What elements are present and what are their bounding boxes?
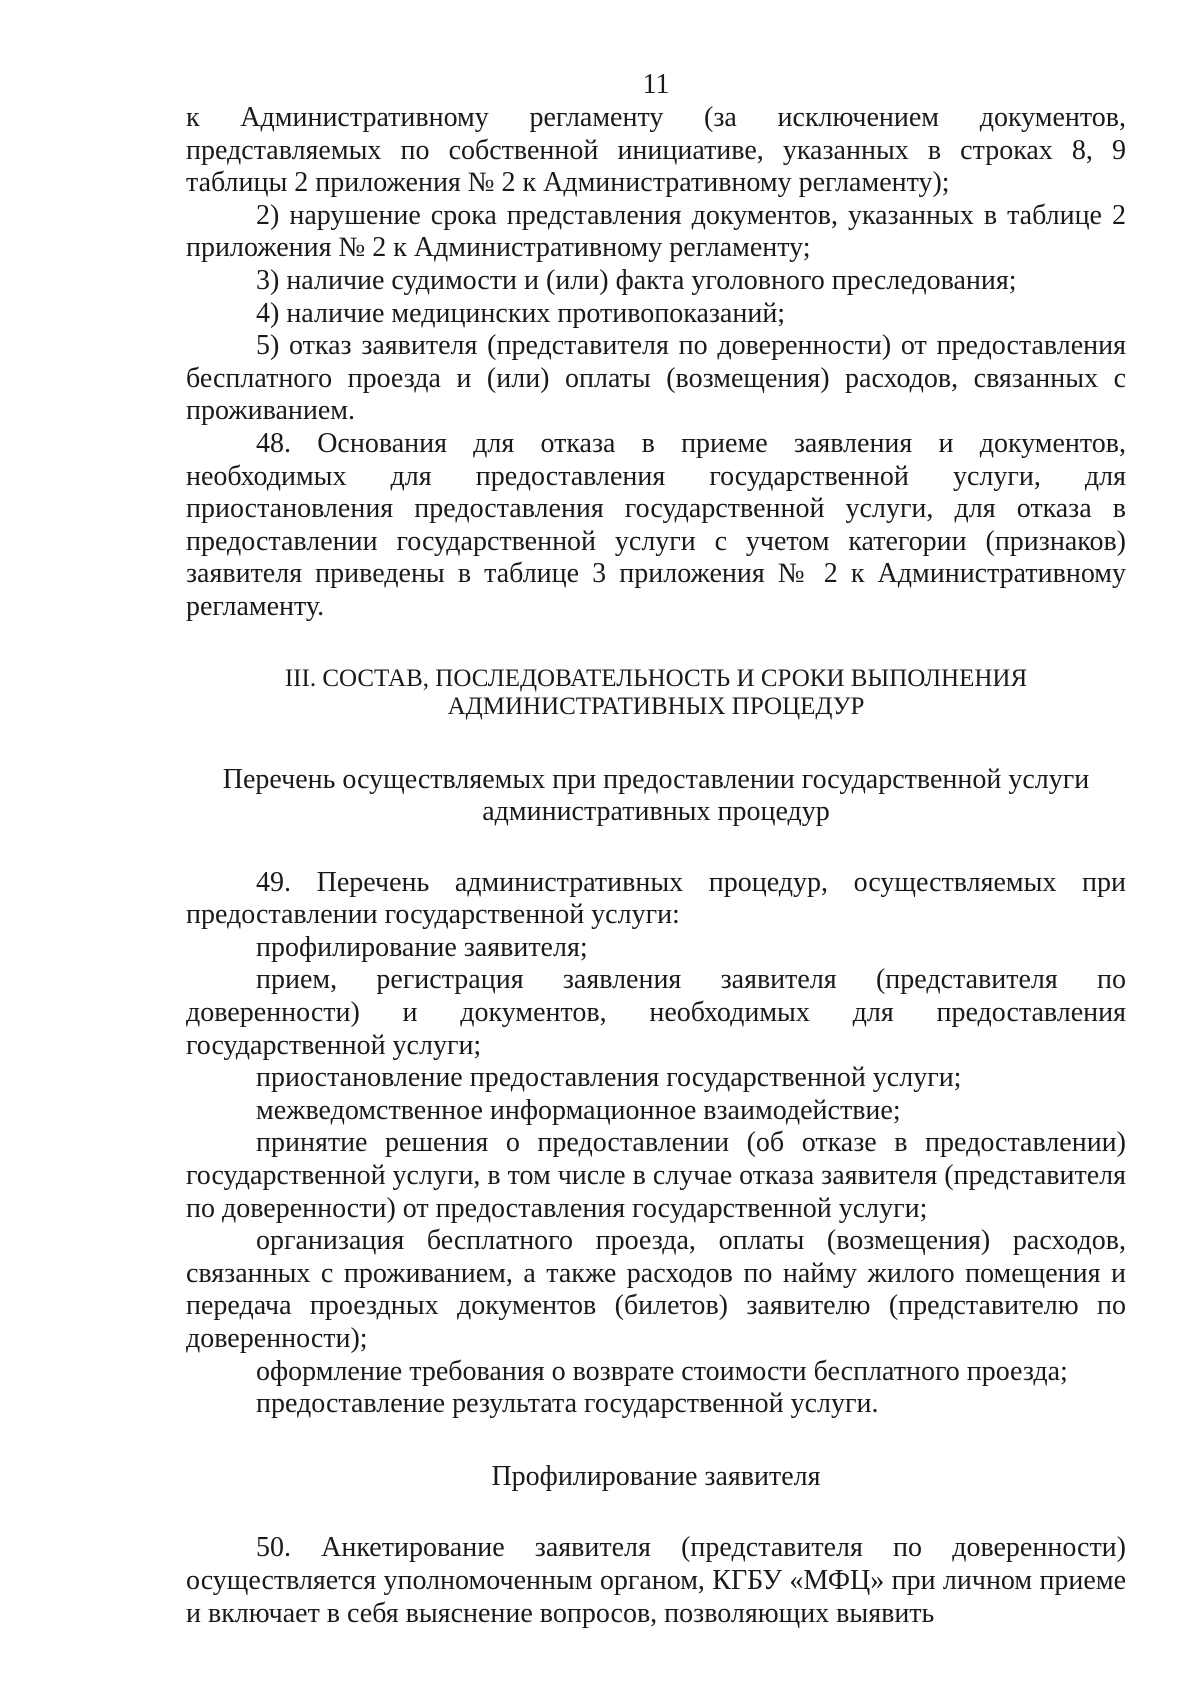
list-item: прием, регистрация заявления заявителя (представителя по доверенности) и документов, необходимых для предоставления государственной услуги; xyxy=(186,964,1126,1061)
paragraph-50: 50. Анкетирование заявителя (представителя по доверенности) осуществляется уполномоченным органом, КГБУ «МФЦ» при личном приеме и включает в себя выяснение вопросов, позволяющих выявить xyxy=(186,1532,1126,1629)
subheading-line-1: Перечень осуществляемых при предоставлении государственной услуги xyxy=(222,763,1090,795)
list-item: принятие решения о предоставлении (об отказе в предоставлении) государственной услуги, в том числе в случае отказа заявителя (представителя по доверенности) от предоставления государственной услуги; xyxy=(186,1127,1126,1224)
list-item: профилирование заявителя; xyxy=(256,931,588,963)
paragraph-49: 49. Перечень административных процедур, осуществляемых при предоставлении государственной услуги: xyxy=(186,866,1126,931)
list-item: 5) отказ заявителя (представителя по доверенности) от предоставления бесплатного проезда и (или) оплаты (возмещения) расходов, связанных с проживанием. xyxy=(186,330,1126,427)
section-heading-line-2: АДМИНИСТРАТИВНЫХ ПРОЦЕДУР xyxy=(447,692,865,720)
section-heading xyxy=(186,665,1126,721)
section-heading-line-1: III. СОСТАВ, ПОСЛЕДОВАТЕЛЬНОСТЬ И СРОКИ ВЫПОЛНЕНИЯ xyxy=(284,664,1028,692)
page-number: 11 xyxy=(642,69,670,100)
paragraph-48: 48. Основания для отказа в приеме заявления и документов, необходимых для предоставления государственной услуги, для приостановления предоставления государственной услуги, для отказа в предоставлении государственной услуги с учетом категории (признаков) заявителя приведены в таблице 3 приложения № 2 к Административному регламенту. xyxy=(186,427,1126,622)
subheading-applicant-profiling: Профилирование заявителя xyxy=(491,1460,821,1492)
paragraph-continuation: к Административному регламенту (за исключением документов, представляемых по собственной инициативе, указанных в строках 8, 9 таблицы 2 приложения № 2 к Административному регламенту); xyxy=(186,102,1126,199)
list-item: организация бесплатного проезда, оплаты (возмещения) расходов, связанных с проживанием, а также расходов по найму жилого помещения и передача проездных документов (билетов) заявителю (представителю по доверенности); xyxy=(186,1225,1126,1354)
list-item: 4) наличие медицинских противопоказаний; xyxy=(256,297,786,329)
list-item: 2) нарушение срока представления документов, указанных в таблице 2 приложения № 2 к Административному регламенту; xyxy=(186,199,1126,264)
list-item: оформление требования о возврате стоимости бесплатного проезда; xyxy=(256,1355,1068,1387)
list-item: приостановление предоставления государственной услуги; xyxy=(256,1062,962,1094)
list-item: 3) наличие судимости и (или) факта уголовного преследования; xyxy=(256,264,1017,296)
list-item: предоставление результата государственной услуги. xyxy=(256,1388,879,1420)
subheading-line-2: административных процедур xyxy=(482,796,830,828)
list-item: межведомственное информационное взаимодействие; xyxy=(256,1094,901,1126)
document-page xyxy=(186,68,1126,1630)
subheading-procedures-list xyxy=(186,764,1126,829)
